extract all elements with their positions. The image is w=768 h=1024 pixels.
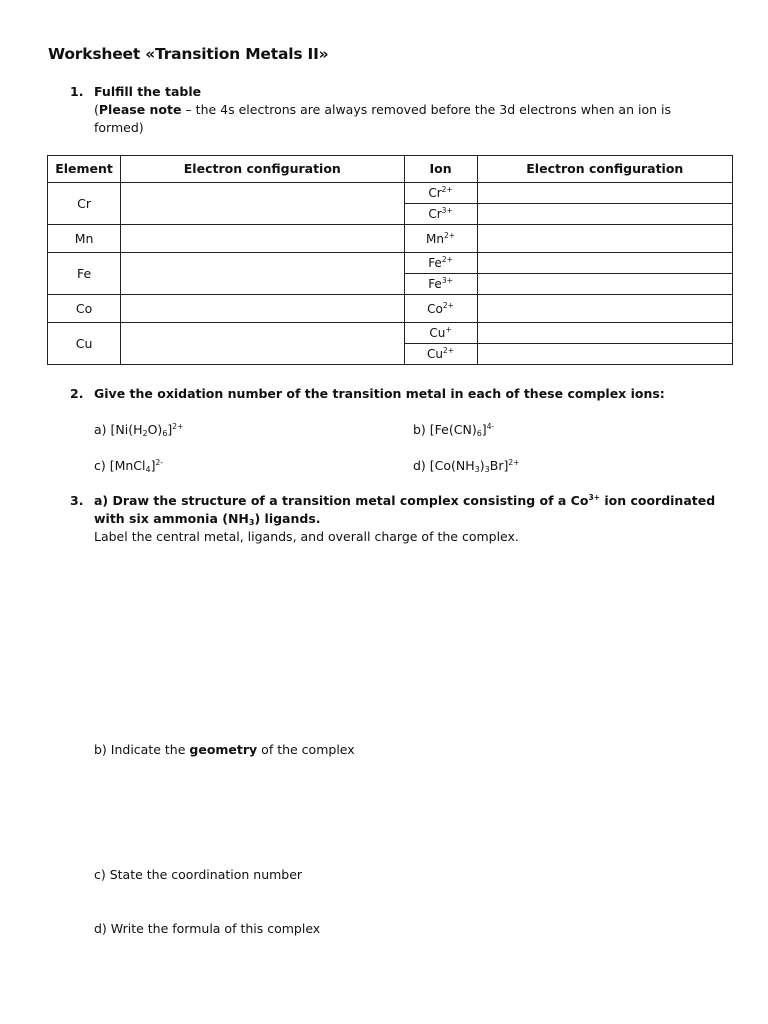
q1-note-rest: – the 4s electrons are always removed before the 3d electrons when an ion is formed) (94, 102, 671, 135)
q3a-line3: Label the central metal, ligands, and overall charge of the complex. (94, 529, 519, 544)
ion-cell (404, 183, 477, 204)
formula-charge: 2- (155, 458, 163, 467)
ion-symbol: Cu (429, 326, 446, 340)
element-cell: Fe (48, 253, 121, 295)
formula-part: b) [Fe(CN) (413, 422, 477, 437)
element-config-answer-cell[interactable] (121, 295, 404, 323)
formula-subscript: 3 (474, 465, 480, 474)
header-ion: Ion (404, 156, 477, 183)
element-cell: Cr (48, 183, 121, 225)
table-header-row (48, 156, 733, 183)
ion-charge: 2+ (444, 230, 456, 240)
header-element: Element (48, 156, 121, 183)
element-config-answer-cell[interactable] (121, 253, 404, 295)
table-row (48, 183, 733, 204)
element-cell: Cu (48, 323, 121, 365)
ion-cell (404, 274, 477, 295)
q3a-line2 (94, 511, 321, 526)
ion-charge: 2+ (443, 346, 455, 355)
q2-heading: Give the oxidation number of the transition metal in each of these complex ions: (94, 386, 665, 401)
formula-part: a) [Ni(H (94, 422, 143, 437)
header-electron-configuration: Electron configuration (121, 156, 404, 183)
ion-symbol: Cr (428, 186, 442, 200)
element-config-answer-cell[interactable] (121, 225, 404, 253)
ion-charge: 2+ (441, 255, 453, 264)
q3d-text: d) Write the formula of this complex (94, 921, 321, 936)
ion-config-answer-cell[interactable] (477, 274, 732, 295)
ion-cell (404, 344, 477, 365)
ion-symbol: Co (427, 301, 443, 316)
formula-charge: 2+ (508, 458, 520, 467)
ion-cell (404, 323, 477, 344)
q3a-line2-text: with six ammonia (NH (94, 511, 249, 526)
formula-subscript: 6 (162, 429, 168, 438)
q3a-charge: 3+ (588, 493, 600, 502)
formula-part: ) (479, 458, 485, 473)
q3b-post: of the complex (257, 742, 355, 757)
formula-charge: 4- (486, 422, 495, 431)
q3a-line1-end: ion coordinated (599, 493, 716, 508)
formula-part: c) [MnCl (94, 458, 146, 473)
q2-item-d (413, 458, 519, 473)
element-config-answer-cell[interactable] (121, 183, 404, 225)
ion-symbol: Cr (428, 207, 442, 221)
ion-cell (404, 253, 477, 274)
ion-config-answer-cell[interactable] (477, 344, 732, 365)
q1-note-open: ( (94, 102, 99, 117)
header-ion-electron-configuration: Electron configuration (477, 156, 732, 183)
q1-heading: Fulfill the table (94, 84, 202, 99)
q3a-line2-end: ) ligands. (254, 511, 321, 526)
formula-part: ] (150, 458, 156, 473)
formula-subscript: 4 (145, 465, 151, 474)
ion-charge: 3+ (441, 206, 453, 215)
ion-charge: 2+ (442, 300, 454, 310)
ion-symbol: Fe (428, 277, 442, 291)
ion-config-answer-cell[interactable] (477, 204, 732, 225)
table-row (48, 295, 733, 323)
ion-config-answer-cell[interactable] (477, 253, 732, 274)
formula-part: d) [Co(NH (413, 458, 475, 473)
ion-symbol: Mn (426, 231, 444, 246)
worksheet-title: Worksheet «Transition Metals II» (48, 45, 329, 63)
formula-subscript: 3 (484, 465, 490, 474)
q3a-line1-text: a) Draw the structure of a transition metal complex consisting of a Co (94, 493, 589, 508)
formula-part: ] (481, 422, 487, 437)
table-row (48, 323, 733, 344)
q1-number: 1. (70, 84, 84, 99)
formula-part: Br] (489, 458, 509, 473)
q3b-text (94, 742, 355, 757)
formula-part: ] (167, 422, 173, 437)
ion-config-answer-cell[interactable] (477, 295, 732, 323)
element-config-answer-cell[interactable] (121, 323, 404, 365)
table-row (48, 253, 733, 274)
ion-config-answer-cell[interactable] (477, 323, 732, 344)
ion-cell (404, 204, 477, 225)
q1-note (94, 101, 714, 137)
element-cell: Mn (48, 225, 121, 253)
q3-number: 3. (70, 493, 84, 508)
ion-charge: 2+ (441, 185, 453, 194)
formula-subscript: 2 (142, 429, 148, 438)
q2-item-c (94, 458, 163, 473)
q3a-line1 (94, 493, 715, 508)
q3b-bold: geometry (189, 742, 258, 757)
ion-charge: + (445, 325, 452, 334)
formula-charge: 2+ (172, 422, 184, 431)
table-row (48, 225, 733, 253)
q2-item-b (413, 422, 494, 437)
q3b-pre: b) Indicate the (94, 742, 190, 757)
ion-config-answer-cell[interactable] (477, 225, 732, 253)
ion-symbol: Cu (427, 347, 443, 361)
ion-cell (404, 295, 477, 323)
ion-charge: 3+ (441, 276, 453, 285)
electron-configuration-table (47, 155, 733, 365)
formula-subscript: 6 (476, 429, 482, 438)
ion-config-answer-cell[interactable] (477, 183, 732, 204)
element-cell: Co (48, 295, 121, 323)
q2-number: 2. (70, 386, 84, 401)
ion-symbol: Fe (428, 256, 442, 270)
ion-cell (404, 225, 477, 253)
q2-item-a (94, 422, 183, 437)
q3a-subscript: 3 (248, 518, 255, 527)
q3c-text: c) State the coordination number (94, 867, 303, 882)
formula-part: O) (147, 422, 163, 437)
q1-note-bold: Please note (98, 102, 182, 117)
